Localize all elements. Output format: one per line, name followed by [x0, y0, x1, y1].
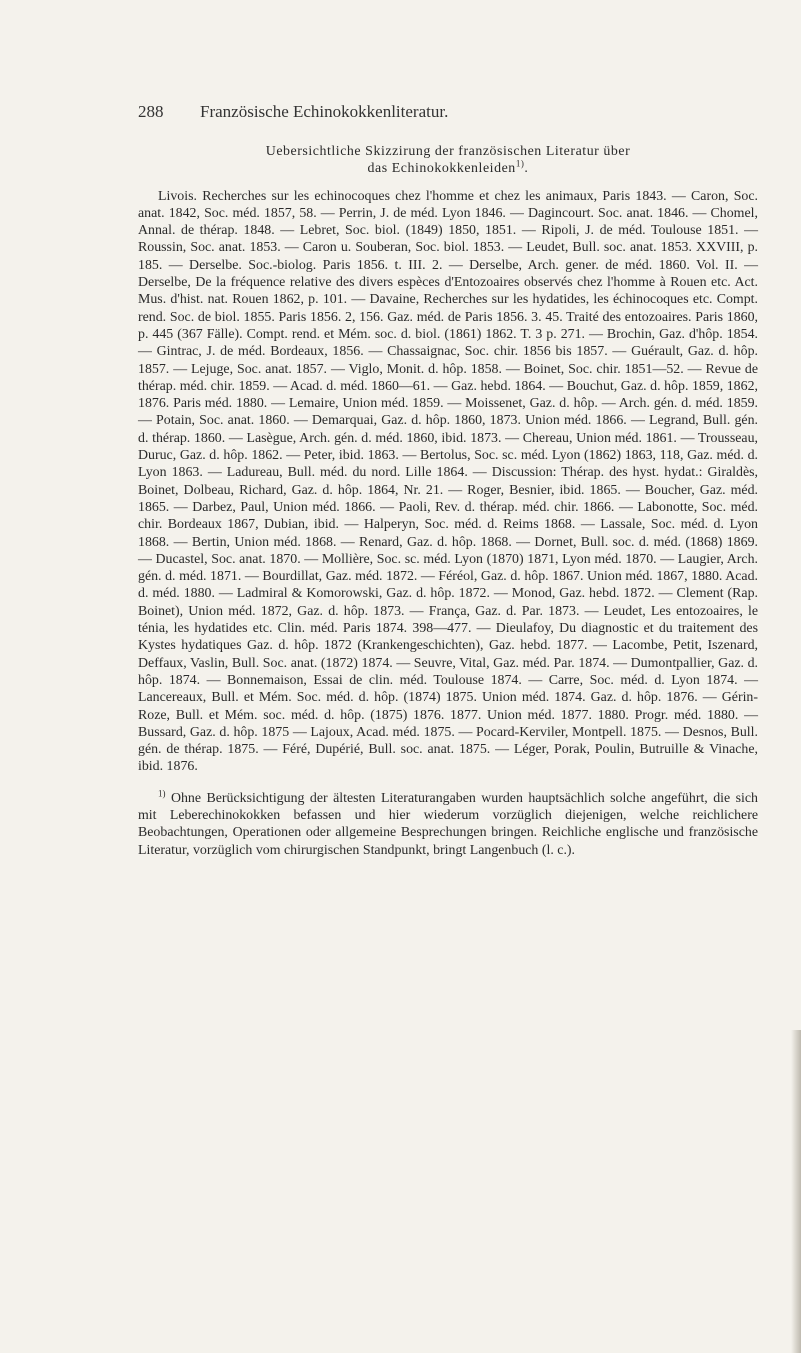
page-edge-shadow [791, 1030, 801, 1353]
heading-line-1: Uebersichtliche Skizzirung der französischen Literatur über [265, 144, 631, 159]
page-number: 288 [138, 102, 164, 121]
footnote [138, 790, 758, 859]
section-heading [138, 143, 758, 178]
footnote-marker: 1) [158, 788, 166, 799]
heading-line-2-end: . [524, 161, 529, 177]
footnote-reference: 1) [515, 158, 525, 169]
page-header [138, 102, 761, 126]
heading-line-2-text: das Echinokokkenleiden [367, 161, 516, 177]
bibliography-paragraph: Livois. Recherches sur les echinocoques chez l'homme et chez les animaux, Paris 1843. — Caron, Soc. anat. 1842, Soc. méd. 1857, 58. — Perrin, J. de méd. Lyon 1846. — Dagincourt. Soc. anat. 1846. — Chomel, Annal. de thérap. 1848. — Lebret, Soc. biol. (1849) 1850, 1851. — Ripoli, J. de méd. Toulouse 1851. — Roussin, Soc. anat. 1853. — Caron u. Souberan, Soc. biol. 1853. — Leudet, Bull. soc. anat. 1853. XXVIII, p. 185. — Derselbe. Soc.-biolog. Paris 1856. t. III. 2. — Derselbe, Arch. gener. de méd. 1860. Vol. II. — Derselbe, De la fréquence relative des divers espèces d'Entozoaires observés chez l'homme à Rouen etc. Act. Mus. d'hist. nat. Rouen 1862, p. 101. — Davaine, Recherches sur les hydatides, les échinocoques etc. Compt. rend. Soc. de biol. 1855. Paris 1856. 2, 156. Gaz. méd. de Paris 1856. 3. 45. Traité des entozoaires. Paris 1860, p. 445 (367 Fälle). Compt. rend. et Mém. soc. d. biol. (1861) 1862. T. 3 p. 271. — Brochin, Gaz. d'hôp. 1854. — Gintrac, J. de méd. Bordeaux, 1856. — Chassaignac, Soc. chir. 1856 bis 1857. — Guérault, Gaz. d. hôp. 1857. — Lejuge, Soc. anat. 1857. — Viglo, Monit. d. hôp. 1858. — Boinet, Soc. chir. 1851—52. — Revue de thérap. méd. chir. 1859. — Acad. d. méd. 1860—61. — Gaz. hebd. 1864. — Bouchut, Gaz. d. hôp. 1859, 1862, 1876. Paris méd. 1880. — Lemaire, Union méd. 1859. — Moissenet, Gaz. d. hôp. — Arch. gén. d. méd. 1859. — Potain, Soc. anat. 1860. — Demarquai, Gaz. d. hôp. 1860, 1873. Union méd. 1866. — Legrand, Bull. gén. d. thérap. 1860. — Lasègue, Arch. gén. d. méd. 1860, ibid. 1873. — Chereau, Union méd. 1861. — Trousseau, Duruc, Gaz. d. hôp. 1862. — Peter, ibid. 1863. — Bertolus, Soc. sc. méd. Lyon (1862) 1863, 118, Gaz. méd. d. Lyon 1863. — Ladureau, Bull. méd. du nord. Lille 1864. — Discussion: Thérap. des hyst. hydat.: Giraldès, Boinet, Dolbeau, Richard, Gaz. d. hôp. 1864, Nr. 21. — Roger, Besnier, ibid. 1865. — Boucher, Gaz. méd. 1865. — Darbez, Paul, Union méd. 1866. — Paoli, Rev. d. thérap. méd. chir. 1866. — Labonotte, Soc. méd. chir. Bordeaux 1867, Dubian, ibid. — Halperyn, Soc. méd. d. Reims 1868. — Lassale, Soc. méd. d. Lyon 1868. — Bertin, Union méd. 1868. — Renard, Gaz. d. hôp. 1868. — Dornet, Bull. soc. d. méd. (1868) 1869. — Ducastel, Soc. anat. 1870. — Mollière, Soc. sc. méd. Lyon (1870) 1871, Lyon méd. 1870. — Laugier, Arch. gén. d. méd. 1871. — Bourdillat, Gaz. méd. 1872. — Féréol, Gaz. d. hôp. 1867. Union méd. 1867, 1880. Acad. d. méd. 1880. — Ladmiral & Komorowski, Gaz. d. hôp. 1872. — Monod, Gaz. hebd. 1872. — Clement (Rap. Boinet), Union méd. 1872, Gaz. d. hôp. 1873. — França, Gaz. d. Par. 1873. — Leudet, Les entozoaires, le ténia, les hydatides etc. Clin. méd. Paris 1874. 398—477. — Dieulafoy, Du diagnostic et du traitement des Kystes hydatiques Gaz. d. hôp. 1872 (Krankengeschichten), Gaz. hebd. 1877. — Lacombe, Petit, Iszenard, Deffaux, Vaslin, Bull. Soc. anat. (1872) 1874. — Seuvre, Vital, Gaz. méd. Par. 1874. — Dumontpallier, Gaz. d. hôp. 1874. — Bonnemaison, Essai de clin. méd. Toulouse 1874. — Carre, Soc. méd. d. Lyon 1874. — Lancereaux, Bull. et Mém. Soc. méd. d. hôp. (1874) 1875. Union méd. 1874. Gaz. d. hôp. 1876. — Gérin-Roze, Bull. et Mém. soc. méd. d. hôp. (1875) 1876. 1877. Union méd. 1877. 1880. Progr. méd. 1880. — Bussard, Gaz. d. hôp. 1875 — Lajoux, Acad. méd. 1875. — Pocard-Kerviler, Montpell. 1875. — Desnos, Bull. gén. de thérap. 1875. — Féré, Dupérié, Bull. soc. anat. 1875. — Léger, Porak, Poulin, Butruille & Vinache, ibid. 1876. [138, 188, 758, 775]
footnote-text: Ohne Berücksichtigung der ältesten Literaturangaben wurden hauptsächlich solche angeführt, die sich mit Leberechinokokken befassen und hier wiederum vorzüglich diejenigen, welche reichlichere Beobachtungen, Operationen oder allgemeine Besprechungen bringen. Reichliche englische und französische Literatur, vorzüglich vom chirurgischen Standpunkt, bringt Langenbuch (l. c.). [138, 790, 758, 858]
heading-line-2 [138, 160, 758, 177]
body-text [138, 143, 758, 859]
running-title: Französische Echinokokkenliteratur. [200, 102, 449, 121]
